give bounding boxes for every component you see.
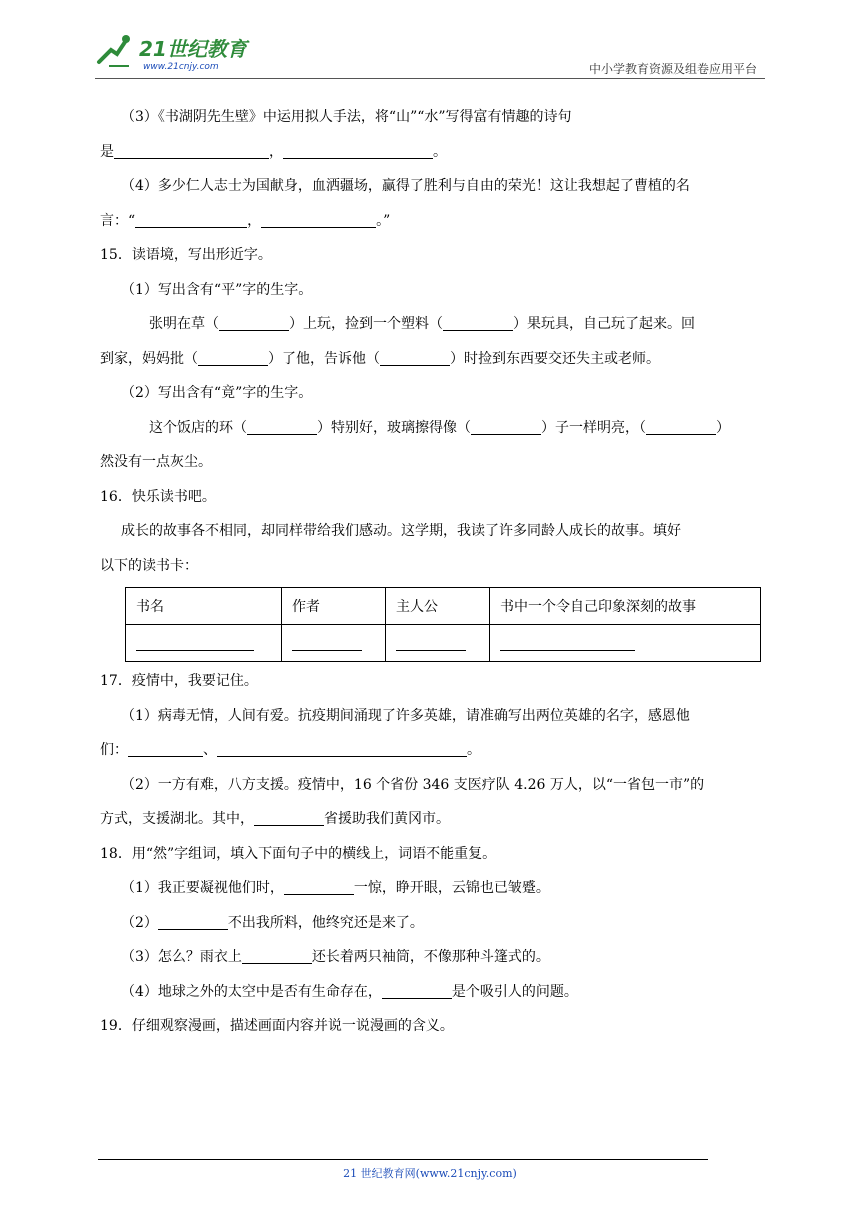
q16-title: 16．快乐读书吧。 bbox=[100, 488, 216, 505]
text: 一惊，睁开眼，云锦也已皱蹙。 bbox=[353, 880, 550, 896]
text: 。 bbox=[433, 143, 447, 160]
text: ）子一样明亮，（ bbox=[541, 419, 646, 436]
q16-intro-line2: 以下的读书卡： bbox=[100, 557, 198, 574]
answer-blank[interactable] bbox=[247, 418, 317, 435]
q16-intro-line1: 成长的故事各不相同，却同样带给我们感动。这学期，我读了许多同龄人成长的故事。填好 bbox=[121, 523, 681, 539]
answer-blank[interactable] bbox=[283, 142, 433, 159]
text: 们： bbox=[100, 742, 128, 758]
text: 张明在草（ bbox=[149, 316, 219, 332]
text: （1）我正要凝视他们时， bbox=[121, 880, 284, 896]
text: ）果玩具，自己玩了起来。回 bbox=[513, 316, 695, 332]
svg-text:21世纪教育: 21世纪教育 bbox=[139, 37, 247, 61]
answer-blank[interactable] bbox=[284, 878, 354, 895]
text: ） bbox=[716, 419, 730, 436]
q19-title: 19．仔细观察漫画，描述画面内容并说一说漫画的含义。 bbox=[100, 1018, 454, 1034]
q18-item4 bbox=[100, 975, 765, 1010]
worksheet-content bbox=[100, 100, 765, 1044]
q17-sub1-line2 bbox=[100, 733, 765, 768]
answer-blank[interactable] bbox=[136, 634, 254, 651]
reading-card-table bbox=[125, 587, 761, 662]
answer-blank[interactable] bbox=[128, 740, 203, 757]
answer-blank[interactable] bbox=[254, 809, 324, 826]
table-header-cell: 作者 bbox=[282, 588, 386, 625]
answer-blank[interactable] bbox=[500, 634, 635, 651]
q18-title: 18．用“然”字组词，填入下面句子中的横线上，词语不能重复。 bbox=[100, 845, 497, 862]
table-header-cell: 书名 bbox=[126, 588, 282, 625]
q18-item1 bbox=[100, 871, 765, 906]
q14-part3-line2 bbox=[100, 135, 765, 170]
table-header-row bbox=[126, 588, 761, 625]
text: （3）怎么？雨衣上 bbox=[121, 949, 242, 965]
answer-blank[interactable] bbox=[443, 314, 513, 331]
table-cell bbox=[282, 625, 386, 662]
q14-part3-line1: （3）《书湖阴先生壁》中运用拟人手法，将“山”“水”写得富有情趣的诗句 bbox=[121, 109, 572, 125]
text: （4）地球之外的太空中是否有生命存在， bbox=[121, 983, 382, 1000]
q15-sub2-line1 bbox=[100, 411, 765, 446]
text: ）特别好，玻璃擦得像（ bbox=[317, 419, 471, 436]
text: 方式，支援湖北。其中， bbox=[100, 811, 254, 827]
answer-blank[interactable] bbox=[242, 947, 312, 964]
table-header-cell: 主人公 bbox=[386, 588, 490, 625]
q15-sub1-title: （1）写出含有“平”字的生字。 bbox=[121, 281, 313, 298]
answer-blank[interactable] bbox=[380, 349, 450, 366]
text: ， bbox=[247, 212, 262, 229]
text: ）上玩，捡到一个塑料（ bbox=[289, 316, 443, 332]
q17-title: 17．疫情中，我要记住。 bbox=[100, 673, 258, 689]
text: 。” bbox=[376, 212, 391, 229]
answer-blank[interactable] bbox=[114, 142, 269, 159]
footer-link[interactable]: 21 世纪教育网(www.21cnjy.com) bbox=[343, 1167, 517, 1180]
table-cell bbox=[126, 625, 282, 662]
answer-blank[interactable] bbox=[135, 211, 247, 228]
header-divider bbox=[95, 78, 765, 79]
q15-sub2-title: （2）写出含有“竟”字的生字。 bbox=[121, 385, 313, 401]
answer-blank[interactable] bbox=[292, 634, 362, 651]
text: （2） bbox=[121, 914, 158, 931]
text: 是个吸引人的问题。 bbox=[451, 983, 578, 1000]
answer-blank[interactable] bbox=[382, 982, 452, 999]
page-header bbox=[95, 30, 765, 80]
text: 言：“ bbox=[100, 212, 136, 229]
text: 还长着两只袖筒，不像那种斗篷式的。 bbox=[311, 949, 550, 965]
q15-sub1-line2 bbox=[100, 342, 765, 377]
q15-sub2-line2: 然没有一点灰尘。 bbox=[100, 454, 212, 470]
q17-sub1-line1: （1）病毒无情，人间有爱。抗疫期间涌现了许多英雄，请准确写出两位英雄的名字，感恩他 bbox=[121, 707, 690, 724]
svg-text:www.21cnjy.com: www.21cnjy.com bbox=[143, 62, 219, 72]
table-header-cell: 书中一个令自己印象深刻的故事 bbox=[490, 588, 761, 625]
q17-sub2-line1: （2）一方有难，八方支援。疫情中，16 个省份 346 支医疗队 4.26 万人，以“一省包一市”的 bbox=[121, 776, 705, 793]
q14-part4-line2 bbox=[100, 204, 765, 239]
answer-blank[interactable] bbox=[217, 740, 467, 757]
q15-sub1-line1 bbox=[100, 307, 765, 342]
text: 、 bbox=[203, 742, 217, 758]
text: ）时捡到东西要交还失主或老师。 bbox=[450, 350, 660, 367]
text: 。 bbox=[467, 742, 481, 758]
text: 是 bbox=[100, 143, 114, 160]
answer-blank[interactable] bbox=[471, 418, 541, 435]
q17-sub2-line2 bbox=[100, 802, 765, 837]
answer-blank[interactable] bbox=[646, 418, 716, 435]
q14-part4-line1: （4）多少仁人志士为国献身，血洒疆场，赢得了胜利与自由的荣光！这让我想起了曹植的名 bbox=[121, 178, 690, 194]
q18-item3 bbox=[100, 940, 765, 975]
footer-divider bbox=[98, 1159, 708, 1160]
answer-blank[interactable] bbox=[261, 211, 376, 228]
q15-title: 15．读语境，写出形近字。 bbox=[100, 247, 272, 263]
answer-blank[interactable] bbox=[198, 349, 268, 366]
logo-icon bbox=[95, 32, 265, 72]
text: 省援助我们黄冈市。 bbox=[324, 811, 450, 827]
text: ， bbox=[269, 143, 283, 160]
answer-blank[interactable] bbox=[219, 314, 289, 331]
text: 这个饭店的环（ bbox=[149, 419, 247, 436]
text: 不出我所料，他终究还是来了。 bbox=[227, 914, 424, 931]
table-row bbox=[126, 625, 761, 662]
table-cell bbox=[386, 625, 490, 662]
platform-name: 中小学教育资源及组卷应用平台 bbox=[588, 62, 757, 76]
q18-item2 bbox=[100, 906, 765, 941]
answer-blank[interactable] bbox=[158, 913, 228, 930]
table-cell bbox=[490, 625, 761, 662]
answer-blank[interactable] bbox=[396, 634, 466, 651]
text: 到家，妈妈批（ bbox=[100, 350, 198, 367]
text: ）了他，告诉他（ bbox=[268, 350, 380, 367]
